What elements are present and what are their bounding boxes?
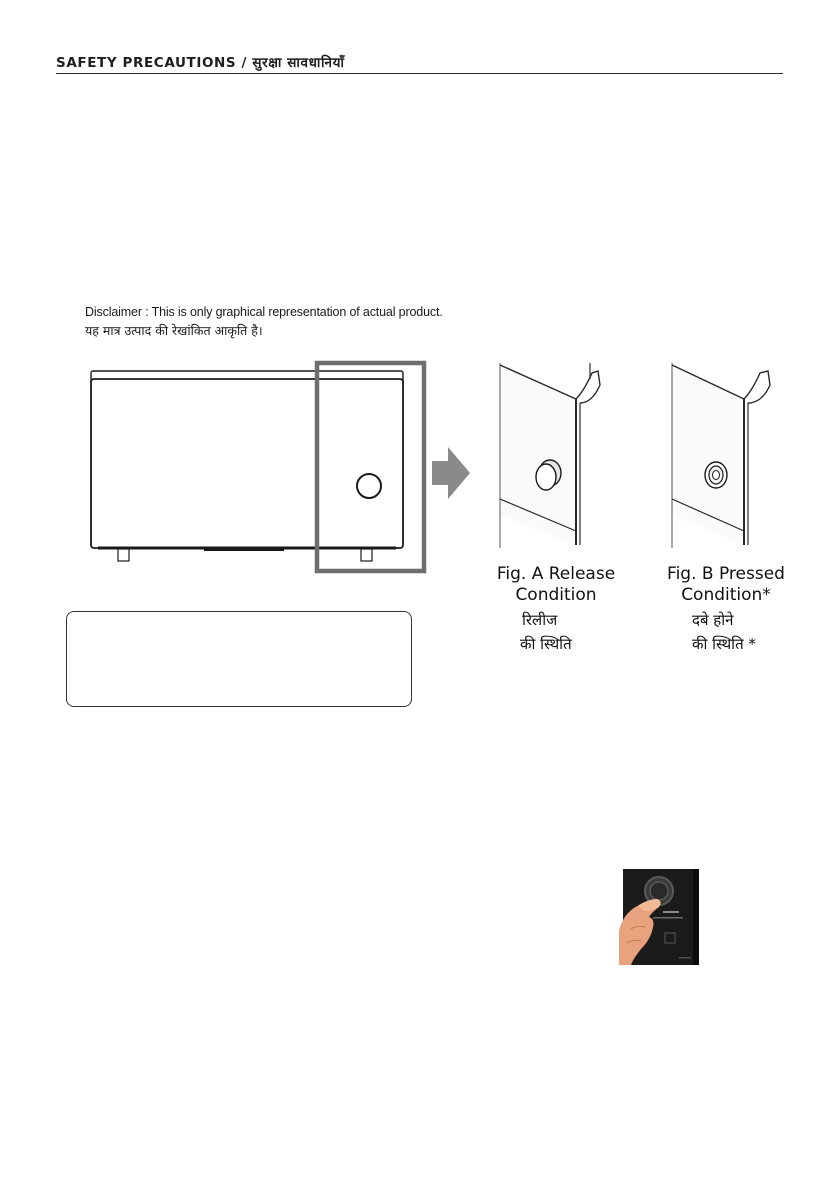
- door-release-button: [357, 474, 381, 498]
- fig-b-pressed-image: [672, 363, 777, 548]
- microwave-body: [91, 379, 403, 548]
- fig-a-hindi-line1: रिलीज: [522, 611, 558, 629]
- page-header-title: SAFETY PRECAUTIONS / सुरक्षा सावधानियाँ: [56, 55, 345, 71]
- fig-a-release-image: [500, 363, 605, 548]
- fig-b-caption: [663, 564, 789, 606]
- microwave-illustration: [84, 360, 434, 580]
- arrow-right-icon: [432, 447, 470, 499]
- fig-b-hindi-line1: दबे होने: [692, 611, 734, 629]
- note-box: [66, 611, 412, 707]
- fig-a-hindi-line2: की स्थिति: [520, 635, 572, 653]
- fig-a-caption-line2: Condition: [515, 585, 597, 605]
- fig-a-caption: [493, 564, 619, 606]
- disclaimer-english: Disclaimer : This is only graphical representation of actual product.: [85, 305, 443, 319]
- finger-press-photo: [619, 869, 699, 965]
- fig-b-caption-line1: Fig. B Pressed: [667, 564, 785, 584]
- microwave-foot-left: [118, 549, 129, 561]
- fig-b-caption-line2: Condition*: [681, 585, 771, 605]
- fig-b-hindi-line2: की स्थिति *: [692, 635, 756, 653]
- microwave-foot-right: [361, 549, 372, 561]
- fig-a-caption-line1: Fig. A Release: [496, 564, 616, 584]
- disclaimer-hindi: यह मात्र उत्पाद की रेखांकित आकृति है।: [85, 323, 263, 338]
- header-divider: [56, 73, 783, 74]
